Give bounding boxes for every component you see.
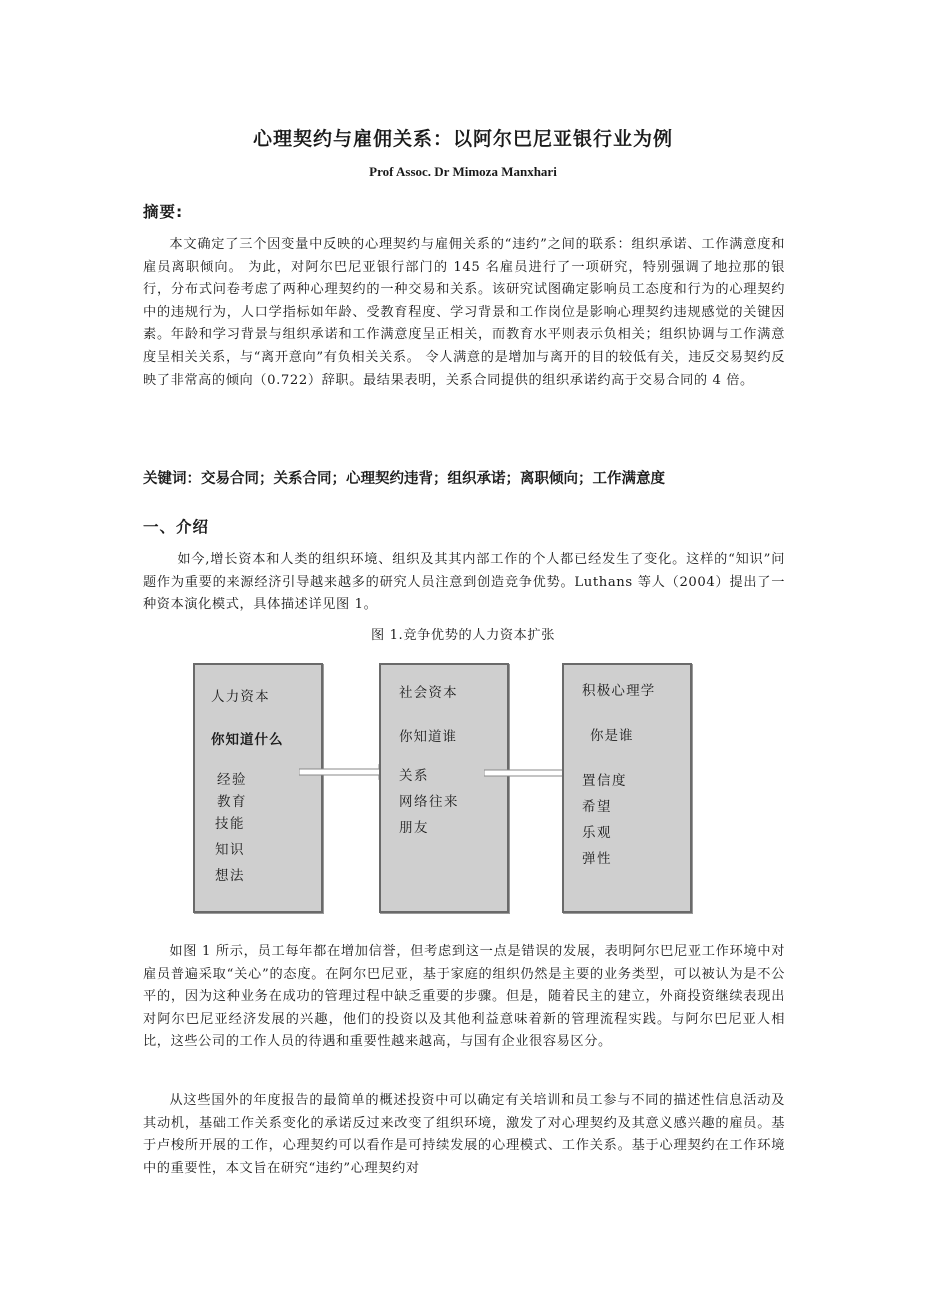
list-item: 教育 [217, 794, 247, 810]
box-subtitle: 你知道什么 [211, 732, 284, 748]
list-item: 弹性 [582, 851, 612, 867]
box-items [582, 768, 627, 872]
intro-heading: 一、介绍 [143, 518, 210, 536]
box-subtitle: 你是谁 [590, 728, 634, 744]
list-item: 乐观 [582, 825, 612, 841]
box-title: 积极心理学 [582, 683, 656, 699]
list-item: 朋友 [399, 820, 429, 836]
list-item: 网络往来 [399, 794, 459, 810]
human-capital-box [193, 663, 323, 913]
box-subtitle: 你知道谁 [399, 729, 457, 745]
intro-paragraph-3: 从这些国外的年度报告的最简单的概述投资中可以确定有关培训和员工参与不同的描述性信息活动及其动机，基础工作关系变化的承诺反过来改变了组织环境，激发了对心理契约及其意义感兴趣的雇员。基于卢梭所开展的工作，心理契约可以看作是可持续发展的心理模式、工作关系。基于心理契约在工作环境中的重要性，本文旨在研究“违约”心理契约对 [143, 1093, 785, 1176]
intro-paragraph-1: 如今,增长资本和人类的组织环境、组织及其其内部工作的个人都已经发生了变化。这样的“知识”问题作为重要的来源经济引导越来越多的研究人员注意到创造竞争优势。Luthans 等人（2004）提出了一种资本演化模式，具体描述详见图 1。 [143, 552, 785, 613]
list-item: 经验 [217, 772, 247, 788]
paper-author: Prof Assoc. Dr Mimoza Manxhari [369, 164, 557, 179]
box-items [399, 763, 459, 841]
list-item: 想法 [215, 868, 245, 884]
list-item: 置信度 [582, 773, 627, 789]
box-items [217, 767, 247, 889]
list-item: 希望 [582, 799, 612, 815]
social-capital-box [379, 663, 509, 913]
list-item: 关系 [399, 768, 429, 784]
paper-title: 心理契约与雇佣关系：以阿尔巴尼亚银行业为例 [252, 128, 673, 150]
arrow-right-icon [484, 765, 574, 781]
list-item: 技能 [215, 816, 245, 832]
box-title: 人力资本 [211, 689, 270, 705]
abstract-heading: 摘要: [143, 203, 184, 221]
figure-caption: 图 1.竞争优势的人力资本扩张 [370, 628, 556, 643]
keywords-line: 关键词：交易合同；关系合同；心理契约违背；组织承诺；离职倾向；工作满意度 [143, 471, 665, 487]
positive-psychology-box [562, 663, 692, 913]
arrow-right-icon [299, 764, 389, 780]
list-item: 知识 [215, 842, 245, 858]
box-title: 社会资本 [399, 685, 458, 701]
intro-paragraph-2: 如图 1 所示，员工每年都在增加信誉，但考虑到这一点是错误的发展，表明阿尔巴尼亚工作环境中对雇员普遍采取“关心”的态度。在阿尔巴尼亚，基于家庭的组织仍然是主要的业务类型，可以被认为是不公平的，因为这种业务在成功的管理过程中缺乏重要的步骤。但是，随着民主的建立，外商投资继续表现出对阿尔巴尼亚经济发展的兴趣，他们的投资以及其他利益意味着新的管理流程实践。与阿尔巴尼亚人相比，这些公司的工作人员的待遇和重要性越来越高，与国有企业很容易区分。 [143, 944, 785, 1050]
abstract-text: 本文确定了三个因变量中反映的心理契约与雇佣关系的“违约”之间的联系：组织承诺、工作满意度和雇员离职倾向。 为此，对阿尔巴尼亚银行部门的 145 名雇员进行了一项研究，特别强调了地拉那的银行，分布式问卷考虑了两种心理契约的一种交易和关系。该研究试图确定影响员工态度和行为的心理契约中的违规行为，人口学指标如年龄、受教育程度、学习背景和工作岗位是影响心理契约违规感觉的关键因素。年龄和学习背景与组织承诺和工作满意度呈正相关，而教育水平则表示负相关；组织协调与工作满意度呈相关关系，与“离开意向”有负相关关系。 令人满意的是增加与离开的目的较低有关，违反交易契约反映了非常高的倾向（0.722）辞职。最结果表明，关系合同提供的组织承诺约高于交易合同的 4 倍。 [143, 237, 785, 388]
